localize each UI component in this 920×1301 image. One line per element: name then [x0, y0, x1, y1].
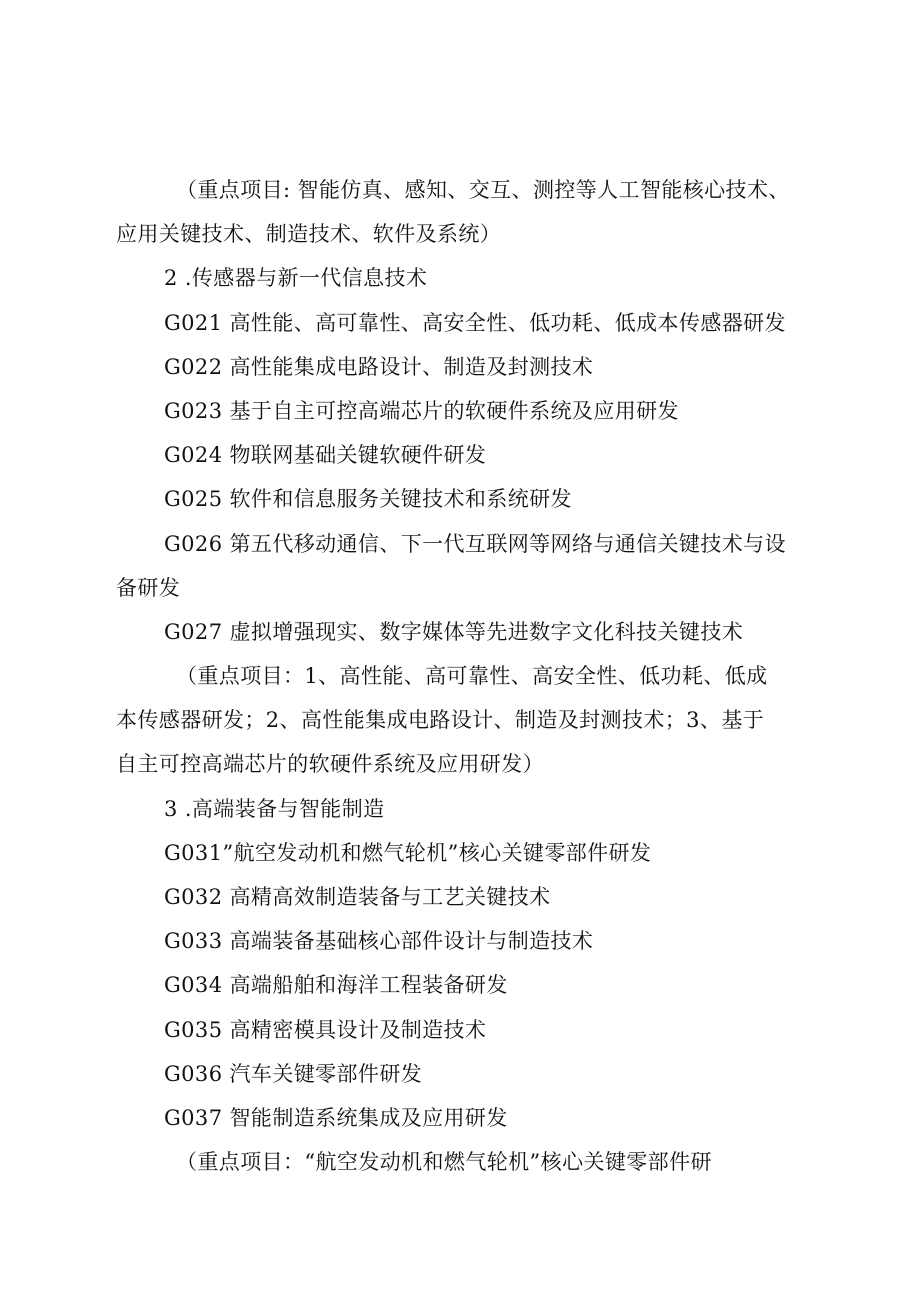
item-g022: G022 高性能集成电路设计、制造及封测技术	[164, 354, 594, 379]
section-heading-high-end-equipment: 3 .高端装备与智能制造	[164, 796, 385, 821]
item-g027: G027 虚拟增强现实、数字媒体等先进数字文化科技关键技术	[164, 619, 744, 644]
item-g033: G033 高端装备基础核心部件设计与制造技术	[164, 929, 594, 954]
document-body	[116, 168, 828, 1184]
item-g021: G021 高性能、高可靠性、高安全性、低功耗、低成本传感器研发	[164, 310, 786, 335]
item-g034: G034 高端船舶和海洋工程装备研发	[164, 973, 508, 998]
item-g026-line-1: G026 第五代移动通信、下一代互联网等网络与通信关键技术与设	[164, 531, 786, 556]
key-projects-note-sensors-line-2: 本传感器研发；2、高性能集成电路设计、制造及封测技术；3、基于	[116, 708, 765, 733]
item-g035: G035 高精密模具设计及制造技术	[164, 1017, 487, 1042]
item-g036: G036 汽车关键零部件研发	[164, 1061, 423, 1086]
key-projects-note-sensors-line-3: 自主可控高端芯片的软硬件系统及应用研发）	[116, 752, 544, 777]
item-g026-line-2: 备研发	[116, 575, 181, 600]
item-g037: G037 智能制造系统集成及应用研发	[164, 1105, 508, 1130]
item-g031: G031”航空发动机和燃气轮机”核心关键零部件研发	[164, 840, 652, 865]
item-g032: G032 高精高效制造装备与工艺关键技术	[164, 885, 551, 909]
item-g023: G023 基于自主可控高端芯片的软硬件系统及应用研发	[164, 398, 679, 423]
key-projects-note-sensors-line-1: （重点项目：1、高性能、高可靠性、高安全性、低功耗、低成	[176, 664, 768, 689]
key-projects-note-ai-line-2: 应用关键技术、制造技术、软件及系统）	[116, 222, 502, 247]
section-heading-sensors: 2 .传感器与新一代信息技术	[164, 266, 428, 291]
key-projects-note-ai-line-1: （重点项目: 智能仿真、感知、交互、测控等人工智能核心技术、	[176, 178, 790, 202]
item-g025: G025 软件和信息服务关键技术和系统研发	[164, 487, 572, 512]
key-projects-note-equipment-line-1: （重点项目：“航空发动机和燃气轮机”核心关键零部件研	[176, 1150, 712, 1175]
item-g024: G024 物联网基础关键软硬件研发	[164, 443, 487, 468]
